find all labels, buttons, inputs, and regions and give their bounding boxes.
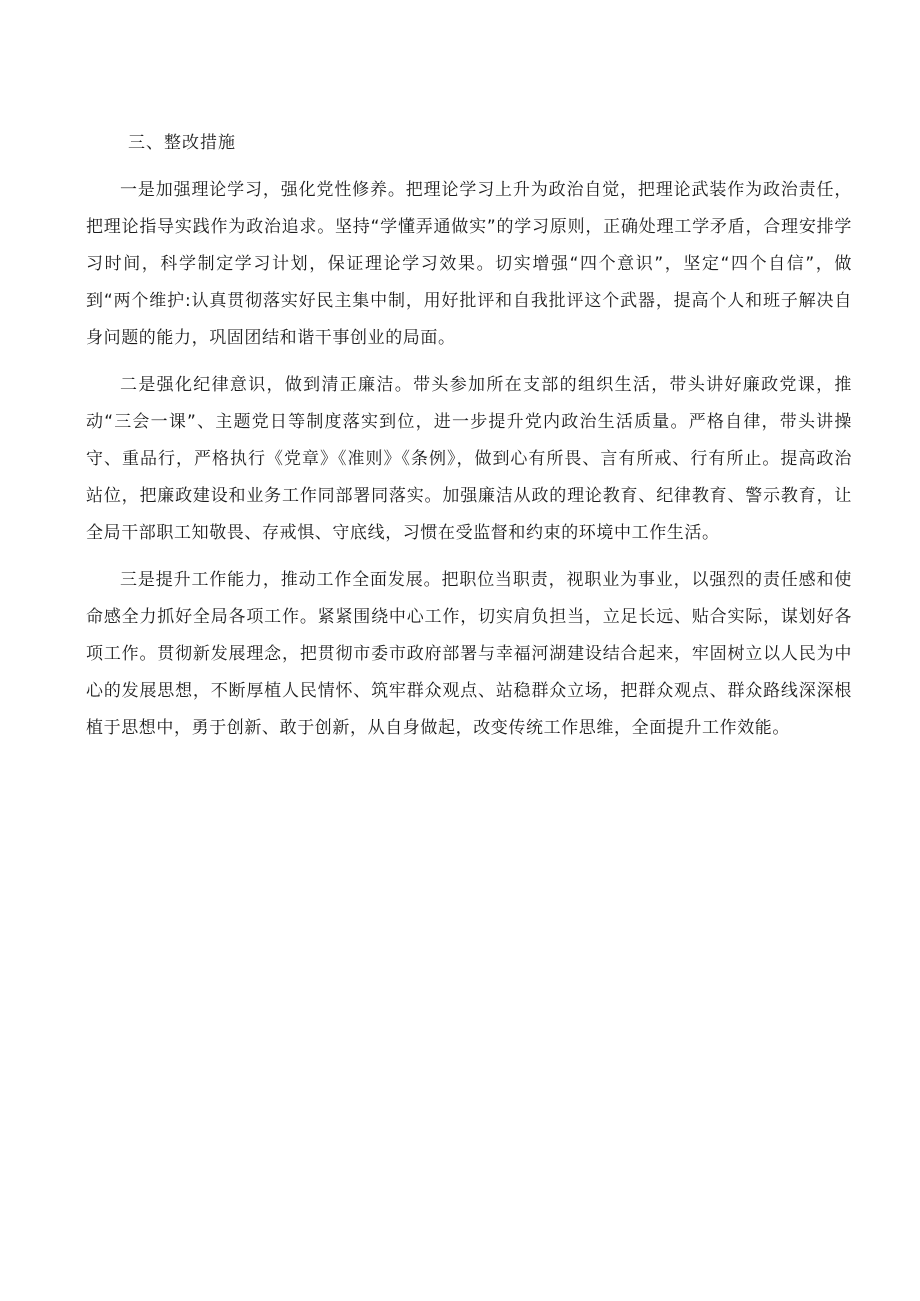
- paragraph-theory-study: 一是加强理论学习，强化党性修养。把理论学习上升为政治自觉，把理论武装作为政治责任，把理论指导实践作为政治追求。坚持“学懂弄通做实”的学习原则，正确处理工学矛盾，合理安排学习时间，科学制定学习计划，保证理论学习效果。切实增强“四个意识”，坚定“四个自信”，做到“两个维护:认真贯彻落实好民主集中制，用好批评和自我批评这个武器，提高个人和班子解决自身问题的能力，巩固团结和谐干事创业的局面。: [86, 180, 852, 348]
- paragraph-discipline: 二是强化纪律意识，做到清正廉洁。带头参加所在支部的组织生活，带头讲好廉政党课，推动“三会一课”、主题党日等制度落实到位，进一步提升党内政治生活质量。严格自律，带头讲操守、重品行，严格执行《党章》《准则》《条例》，做到心有所畏、言有所戒、行有所止。提高政治站位，把廉政建设和业务工作同部署同落实。加强廉洁从政的理论教育、纪律教育、警示教育，让全局干部职工知敬畏、存戒惧、守底线，习惯在受监督和约束的环境中工作生活。: [86, 375, 852, 543]
- section-heading: 三、整改措施: [128, 133, 236, 153]
- document-body: [86, 125, 852, 747]
- paragraph-work-ability: 三是提升工作能力，推动工作全面发展。把职位当职责，视职业为事业，以强烈的责任感和使命感全力抓好全局各项工作。紧紧围绕中心工作，切实肩负担当，立足长远、贴合实际，谋划好各项工作。贯彻新发展理念，把贯彻市委市政府部署与幸福河湖建设结合起来，牢固树立以人民为中心的发展思想，不断厚植人民情怀、筑牢群众观点、站稳群众立场，把群众观点、群众路线深深根植于思想中，勇于创新、敢于创新，从自身做起，改变传统工作思维，全面提升工作效能。: [86, 570, 852, 738]
